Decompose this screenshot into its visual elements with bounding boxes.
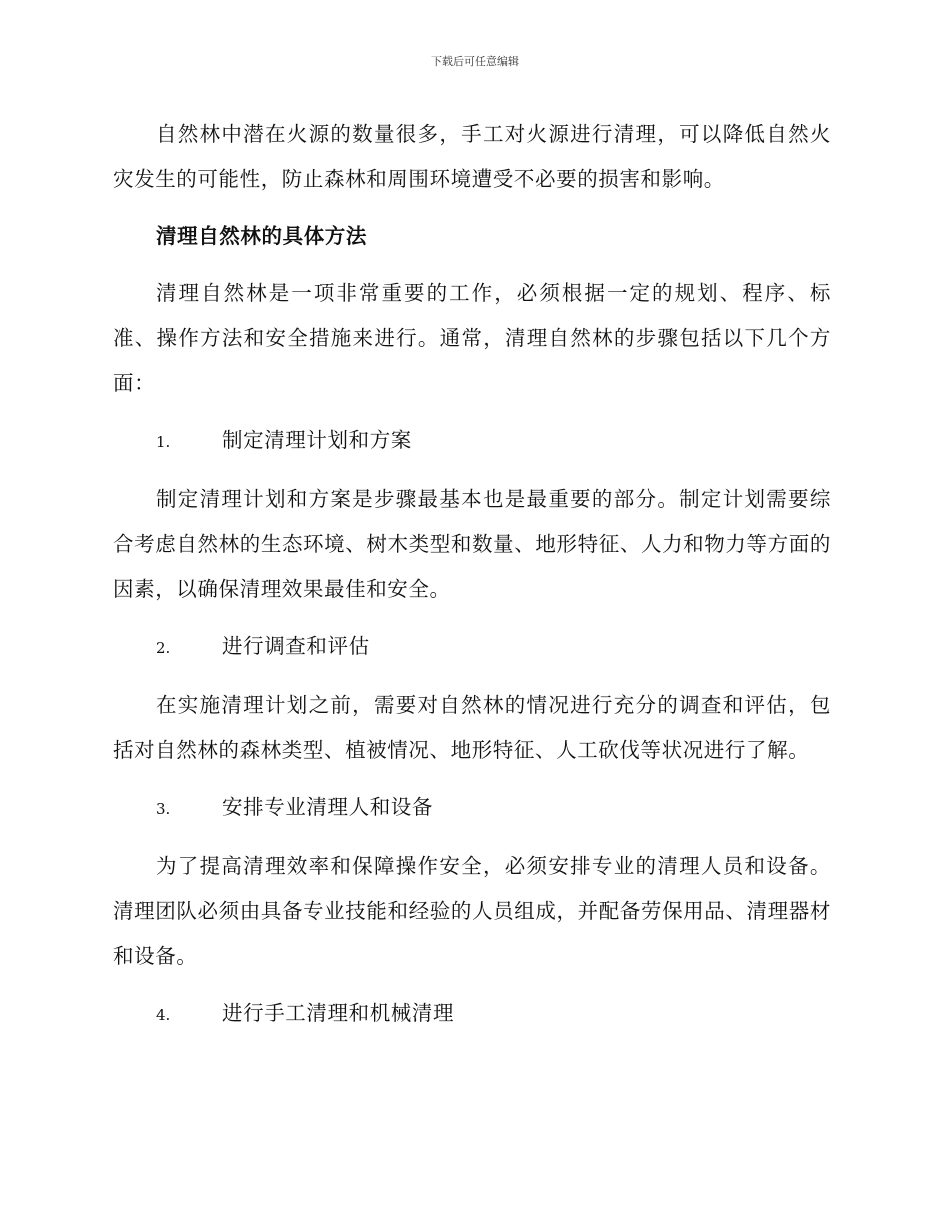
document-body [113, 112, 831, 1050]
list-title: 制定清理计划和方案 [222, 428, 412, 452]
intro-paragraph: 自然林中潜在火源的数量很多，手工对火源进行清理，可以降低自然火灾发生的可能性，防止森林和周围环境遭受不必要的损害和影响。 [113, 122, 831, 191]
item1-paragraph: 制定清理计划和方案是步骤最基本也是最重要的部分。制定计划需要综合考虑自然林的生态环境、树木类型和数量、地形特征、人力和物力等方面的因素，以确保清理效果最佳和安全。 [113, 487, 831, 601]
list-title: 安排专业清理人和设备 [222, 795, 433, 819]
page-header: 下载后可任意编辑 [431, 55, 519, 68]
list-number: 2. [156, 639, 171, 657]
list-number: 4. [156, 1006, 171, 1024]
list-item [113, 991, 831, 1038]
section-intro-paragraph: 清理自然林是一项非常重要的工作，必须根据一定的规划、程序、标准、操作方法和安全措施来进行。通常，清理自然林的步骤包括以下几个方面： [113, 281, 831, 395]
list-title: 进行调查和评估 [222, 634, 370, 658]
item2-paragraph: 在实施清理计划之前，需要对自然林的情况进行充分的调查和评估，包括对自然林的森林类型、植被情况、地形特征、人工砍伐等状况进行了解。 [113, 693, 831, 762]
list-number: 3. [156, 800, 171, 818]
item3-paragraph: 为了提高清理效率和保障操作安全，必须安排专业的清理人员和设备。清理团队必须由具备专业技能和经验的人员组成，并配备劳保用品、清理器材和设备。 [113, 854, 831, 968]
list-item [113, 785, 831, 832]
list-item [113, 418, 831, 465]
list-item [113, 624, 831, 671]
section-heading: 清理自然林的具体方法 [156, 224, 367, 248]
list-title: 进行手工清理和机械清理 [222, 1001, 455, 1025]
list-number: 1. [156, 433, 171, 451]
